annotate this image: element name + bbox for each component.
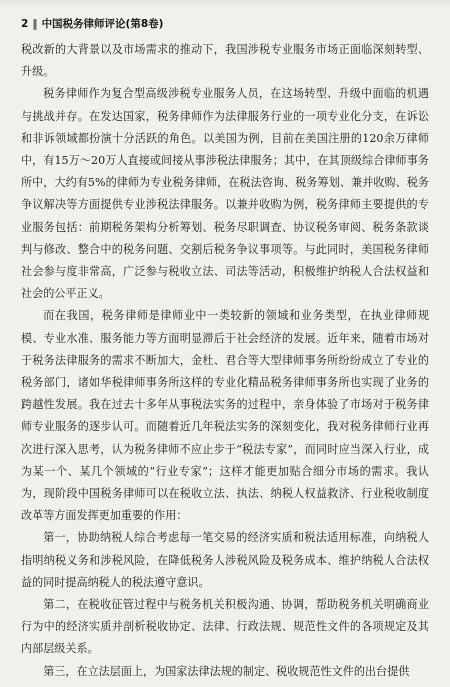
running-head bbox=[21, 16, 429, 34]
paragraph-point-first: 第一，协助纳税人综合考虑每一笔交易的经济实质和税法适用标准，向纳税人指明纳税义务和涉税风险，在降低税务人涉税风险及税务成本、维护纳税人合法权益的同时提高纳税人的税法遵守意识。 bbox=[21, 531, 429, 589]
running-head-separator: ‖ bbox=[32, 18, 38, 30]
paragraph-china-status: 而在我国，税务律师是律师业中一类较新的领域和业务类型，在执业律师规模、专业水准、服务能力等方面明显滞后于社会经济的发展。近年来，随着市场对于税务法律服务的需求不断加大，金杜、君合等大型律师事务所纷纷成立了专业的税务部门，诸如华税律师事务所这样的专业化精品税务律师事务所也实现了业务的跨越性发展。我在过去十多年从事税法实务的过程中，亲身体验了市场对于税务律师专业服务的逐步认可。而随着近几年税法实务的深刻变化，我对税务律师行业再次进行深入思考，认为税务律师不应止步于“税法专家”，而同时应当深入行业，成为某一个、某几个领域的“行业专家”；这样才能更加贴合细分市场的需求。我认为，现阶段中国税务律师可以在税收立法、执法、纳税人权益救济、行业税收制度改革等方面发挥更加重要的作用： bbox=[21, 309, 429, 523]
paragraph-point-third: 第三，在立法层面上，为国家法律法规的制定、税收规范性文件的出台提供 bbox=[43, 664, 410, 678]
page-number: 2 bbox=[21, 18, 29, 30]
book-title: 中国税务律师评论(第8卷) bbox=[41, 18, 164, 30]
paragraph-continuation: 税改新的大背景以及市场需求的推动下，我国涉税专业服务市场正面临深刻转型、升级。 bbox=[21, 43, 429, 79]
paragraph-tax-lawyer-role: 税务律师作为复合型高级涉税专业服务人员，在这场转型、升级中面临的机遇与挑战并存。在发达国家，税务律师作为法律服务行业的一项专业化分支，在诉讼和非诉领域都扮演十分活跃的角色。以美国为例，目前在美国注册的120余万律师中，有15万～20万人直接或间接从事涉税法律服务；其中，在其顶级综合律师事务所中，大约有5%的律师为专业税务律师，在税法咨询、税务筹划、兼并收购、税务争议解决等方面提供专业涉税法律服务。以兼并收购为例，税务律师主要提供的专业服务包括：前期税务架构分析筹划、税务尽职调查、协议税务审阅、税务条款谈判与修改、整合中的税务问题、交割后税务争议事项等。与此同时，美国税务律师社会参与度非常高，广泛参与税收立法、司法等活动，积极维护纳税人合法权益和社会的公平正义。 bbox=[21, 87, 429, 301]
body-text bbox=[21, 39, 429, 683]
page-top-shadow bbox=[0, 0, 450, 8]
paragraph-point-second: 第二，在税收征管过程中与税务机关积极沟通、协调，帮助税务机关明确商业行为中的经济实质并剖析税收协定、法律、行政法规、规范性文件的各项规定及其内部层级关系。 bbox=[21, 598, 429, 656]
